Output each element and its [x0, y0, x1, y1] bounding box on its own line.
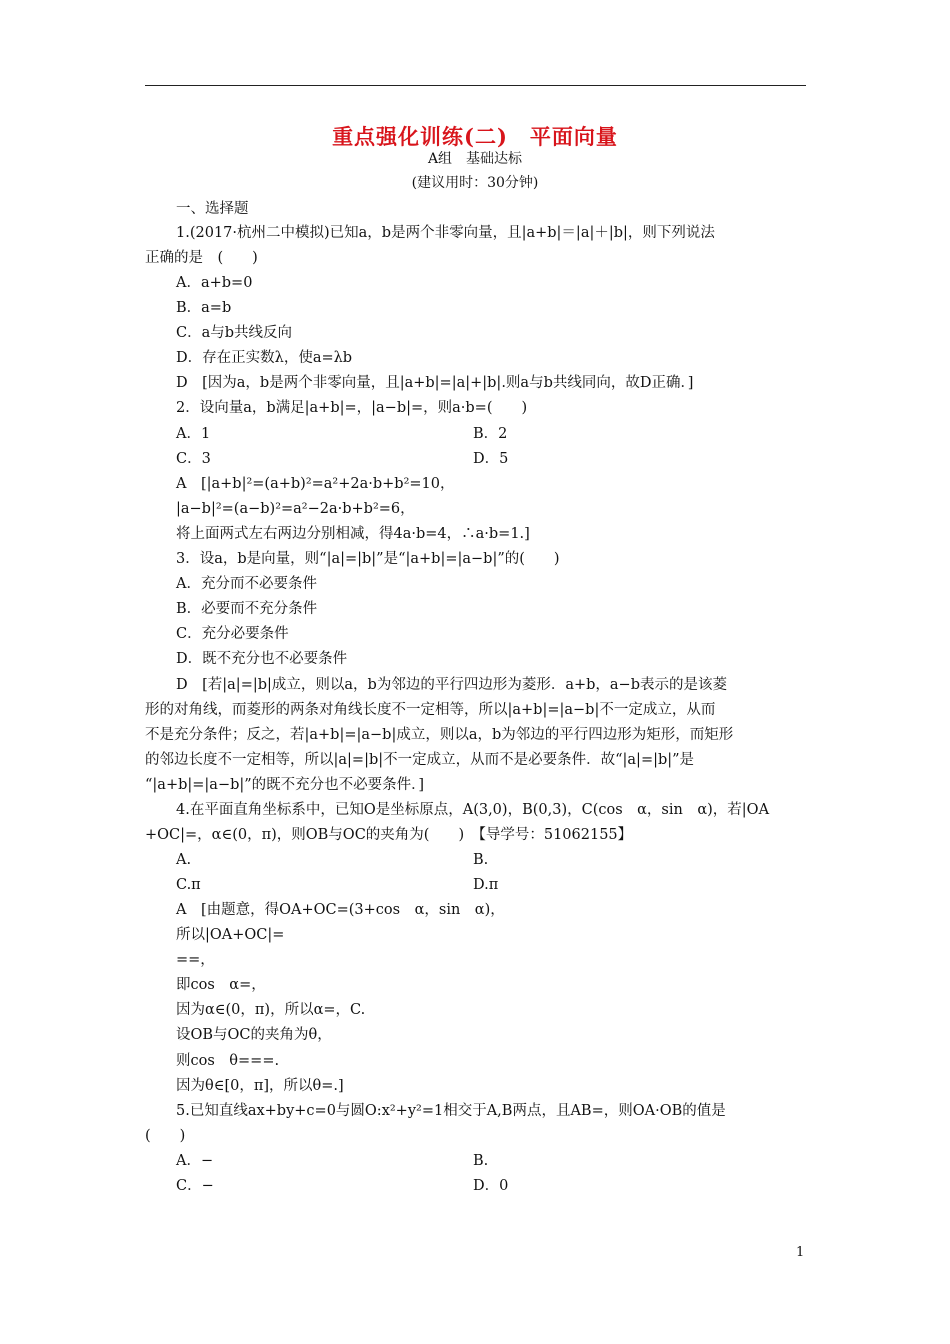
- q4-option: C.π: [176, 877, 201, 893]
- q3-answer: 不是充分条件；反之，若|a+b|=|a−b|成立，则以a，b为邻边的平行四边形为矩形，而矩形: [145, 727, 734, 743]
- q2-stem: 2．设向量a，b满足|a+b|=，|a−b|=，则a·b=( ): [176, 400, 528, 416]
- q2-option: A．1: [176, 426, 211, 442]
- page-number: 1: [796, 1245, 805, 1260]
- q3-answer: 形的对角线，而菱形的两条对角线长度不一定相等，所以|a+b|=|a−b|不一定成立，从而: [145, 702, 716, 718]
- q5-option: C．−: [176, 1178, 214, 1194]
- q1-line: 正确的是 ( ): [145, 250, 258, 266]
- q3-stem: 3．设a，b是向量，则“|a|=|b|”是“|a+b|=|a−b|”的( ): [176, 551, 560, 567]
- q4-option: A.: [176, 852, 192, 868]
- q4-option: B.: [473, 852, 489, 868]
- q1-option: B．a=b: [176, 300, 232, 316]
- header-rule: [145, 85, 806, 86]
- q1-line: 1.(2017·杭州二中模拟)已知a，b是两个非零向量，且|a+b|＝|a|＋|b|，则下列说法: [176, 225, 715, 241]
- time-label: (建议用时：30分钟): [411, 175, 539, 191]
- q3-option: B．必要而不充分条件: [176, 601, 318, 617]
- q1-option: C．a与b共线反向: [176, 325, 293, 341]
- q5-stem: 5.已知直线ax+by+c=0与圆O:x²+y²=1相交于A,B两点，且AB=，则OA·OB的值是: [176, 1103, 726, 1119]
- page-title: 重点强化训练(二) 平面向量: [332, 124, 618, 149]
- q3-answer: 的邻边长度不一定相等，所以|a|=|b|不一定成立，从而不是必要条件．故“|a|=|b|”是: [145, 752, 695, 768]
- q4-stem: 4.在平面直角坐标系中，已知O是坐标原点，A(3,0)，B(0,3)，C(cos α，sin α)，若|OA: [176, 802, 770, 818]
- q2-option: C．3: [176, 451, 211, 467]
- q1-option: D．存在正实数λ，使a=λb: [176, 350, 353, 366]
- q5-stem: ( ): [145, 1128, 186, 1144]
- q5-option: B.: [473, 1153, 489, 1169]
- q2-answer: |a−b|²=(a−b)²=a²−2a·b+b²=6，: [176, 501, 415, 517]
- q2-answer: 将上面两式左右两边分别相减，得4a·b=4，∴a·b=1.]: [176, 526, 530, 542]
- q4-answer: 即cos α=，: [176, 977, 266, 993]
- q3-answer: “|a+b|=|a−b|”的既不充分也不必要条件．]: [145, 777, 425, 793]
- section-heading: 一、选择题: [176, 201, 249, 217]
- q5-option: A．−: [176, 1153, 214, 1169]
- q2-option: D．5: [473, 451, 509, 467]
- q3-option: D．既不充分也不必要条件: [176, 651, 348, 667]
- q2-answer: A [|a+b|²=(a+b)²=a²+2a·b+b²=10，: [176, 476, 455, 492]
- q4-answer: 设OB与OC的夹角为θ，: [176, 1027, 332, 1043]
- group-label: A组 基础达标: [427, 151, 523, 167]
- q4-stem: +OC|=，α∈(0，π)，则OB与OC的夹角为( ) 【导学号：51062155】: [145, 827, 633, 843]
- q5-option: D．0: [473, 1178, 509, 1194]
- q1-answer: D [因为a，b是两个非零向量，且|a+b|=|a|+|b|.则a与b共线同向，故D正确．]: [176, 375, 694, 391]
- q3-option: A．充分而不必要条件: [176, 576, 317, 592]
- q3-answer: D [若|a|=|b|成立，则以a，b为邻边的平行四边形为菱形．a+b，a−b表示的是该菱: [176, 677, 727, 693]
- q2-option: B．2: [473, 426, 508, 442]
- q4-answer: ==，: [176, 952, 215, 968]
- q4-answer: A [由题意，得OA+OC=(3+cos α，sin α)，: [176, 902, 505, 918]
- q3-option: C．充分必要条件: [176, 626, 289, 642]
- q4-answer: 所以|OA+OC|=: [176, 927, 285, 943]
- q4-answer: 则cos θ===.: [176, 1053, 280, 1069]
- q4-answer: 因为θ∈[0，π]，所以θ=.]: [176, 1078, 344, 1094]
- q1-option: A．a+b=0: [176, 275, 253, 291]
- q4-answer: 因为α∈(0，π)，所以α=，C.: [176, 1002, 366, 1018]
- q4-option: D.π: [473, 877, 499, 893]
